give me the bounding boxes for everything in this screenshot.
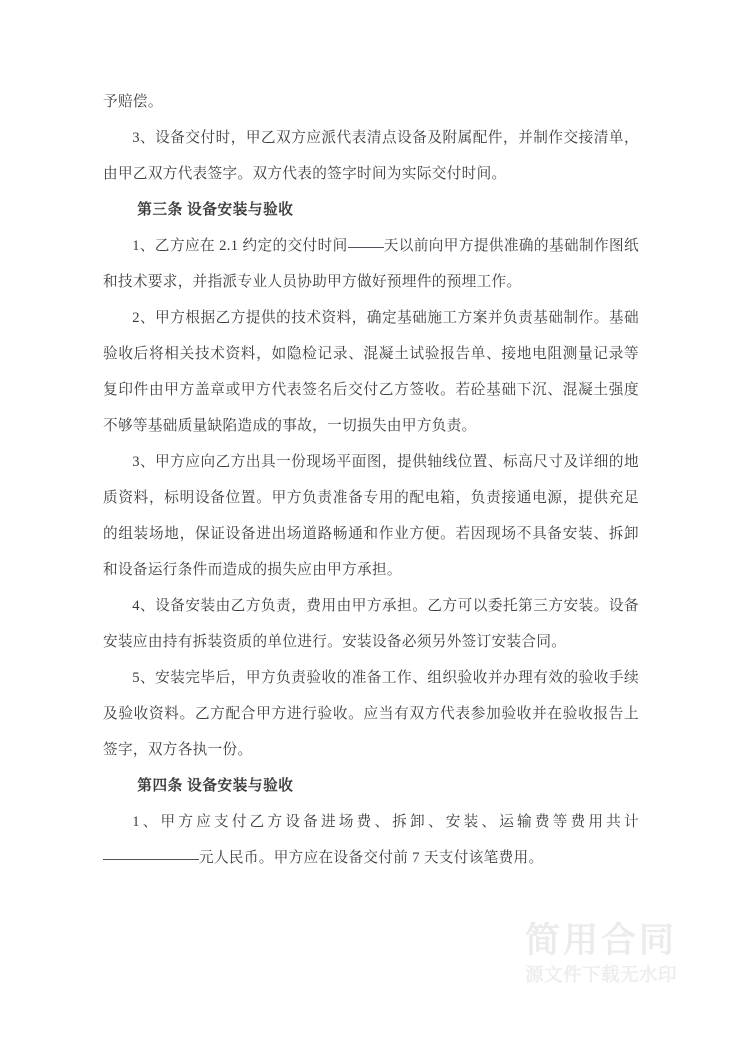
paragraph-text-after-blank: 天以前向甲方提供准确的基础制作图纸和技术要求，并指派专业人员协助甲方做好预埋件的预埋工作。: [103, 238, 639, 290]
watermark: [505, 922, 697, 987]
paragraph-article3-item-1: [103, 228, 639, 300]
paragraph-text-before-blank: 1、乙方应在 2.1 约定的交付时间: [132, 238, 348, 254]
fill-in-blank-amount[interactable]: [103, 859, 199, 860]
paragraph-text-after-blank: 元人民币。甲方应在设备交付前 7 天支付该笔费用。: [199, 850, 544, 866]
document-body: [103, 84, 639, 876]
watermark-title: 简用合同: [524, 921, 677, 960]
paragraph-article4-item-1: [103, 804, 639, 876]
paragraph-item-3: 3、设备交付时，甲乙双方应派代表清点设备及附属配件，并制作交接清单，由甲乙双方代表签字。双方代表的签字时间为实际交付时间。: [103, 130, 639, 182]
section-heading-article-4: 第四条 设备安装与验收: [137, 778, 294, 794]
section-heading-article-3: 第三条 设备安装与验收: [137, 202, 294, 218]
paragraph-continuation: 予赔偿。: [103, 94, 163, 110]
paragraph-article3-item-2: 2、甲方根据乙方提供的技术资料，确定基础施工方案并负责基础制作。基础验收后将相关技术资料，如隐检记录、混凝土试验报告单、接地电阻测量记录等复印件由甲方盖章或甲方代表签名后交付乙方签收。若砼基础下沉、混凝土强度不够等基础质量缺陷造成的事故，一切损失由甲方负责。: [103, 310, 639, 434]
paragraph-article3-item-5: 5、安装完毕后，甲方负责验收的准备工作、组织验收并办理有效的验收手续及验收资料。乙方配合甲方进行验收。应当有双方代表参加验收并在验收报告上签字，双方各执一份。: [103, 670, 639, 758]
paragraph-article3-item-3: 3、甲方应向乙方出具一份现场平面图，提供轴线位置、标高尺寸及详细的地质资料，标明设备位置。甲方负责准备专用的配电箱，负责接通电源，提供充足的组装场地，保证设备进出场道路畅通和作业方便。若因现场不具备安装、拆卸和设备运行条件而造成的损失应由甲方承担。: [103, 454, 639, 578]
paragraph-text-before-blank: 1、甲方应支付乙方设备进场费、拆卸、安装、运输费等费用共计: [132, 814, 639, 830]
watermark-subtitle: 源文件下载无水印: [524, 964, 677, 985]
paragraph-article3-item-4: 4、设备安装由乙方负责，费用由甲方承担。乙方可以委托第三方安装。设备安装应由持有拆装资质的单位进行。安装设备必须另外签订安装合同。: [103, 598, 639, 650]
fill-in-blank-days[interactable]: [348, 247, 384, 248]
